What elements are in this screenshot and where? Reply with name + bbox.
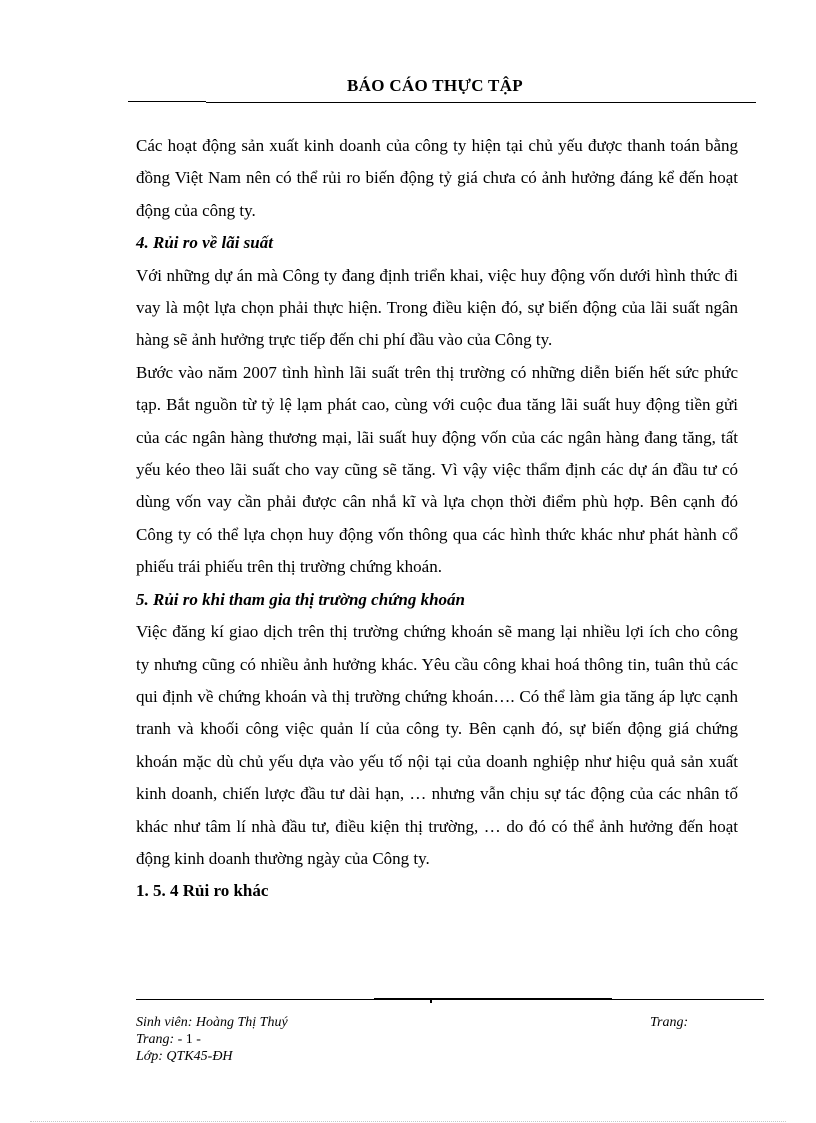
footer-rule-left [136, 999, 374, 1000]
page-bottom-dotted-border [30, 1121, 786, 1122]
footer-page-number [136, 1031, 201, 1048]
paragraph-exchange-rate-risk: Các hoạt động sản xuất kinh doanh của công ty hiện tại chủ yếu được thanh toán bằng đồng Việt Nam nên có thể rủi ro biến động tỷ giá chưa có ảnh hưởng đáng kể đến hoạt động của công ty. [136, 136, 738, 220]
header-rule [206, 102, 756, 103]
header-rule-thick [128, 101, 206, 102]
footer-page-label: Trang: [136, 1032, 175, 1047]
report-title: BÁO CÁO THỰC TẬP [347, 76, 523, 95]
heading-interest-rate-risk: 4. Rủi ro về lãi suất [136, 233, 273, 253]
footer-rule-right [612, 999, 764, 1000]
paragraph-interest-rate-2: Bước vào năm 2007 tình hình lãi suất trên thị trường có những diễn biến hết sức phức tạp. Bắt nguồn từ tỷ lệ lạm phát cao, cùng với cuộc đua tăng lãi suất huy động tiền gửi của các ngân hàng thương mại, lãi suất huy động vốn của các ngân hàng đang tăng, tất yếu kéo theo lãi suất cho vay cũng sẽ tăng. Vì vậy việc thẩm định các dự án đầu tư có dùng vốn vay cần phải được cân nhắ kĩ và lựa chọn thời điểm phù hợp. Bên cạnh đó Công ty có thể lựa chọn huy động vốn thông qua các hình thức khác như phát hành cổ phiếu trái phiếu trên thị trường chứng khoán. [136, 362, 738, 577]
footer-rule-mark [430, 1000, 432, 1003]
footer-rule-middle [374, 998, 612, 1000]
heading-other-risks: 1. 5. 4 Rủi ro khác [136, 881, 269, 901]
footer-student-name: Sinh viên: Hoàng Thị Thuý [136, 1015, 288, 1030]
document-body [136, 130, 738, 908]
paragraph-stock-market: Việc đăng kí giao dịch trên thị trường chứng khoán sẽ mang lại nhiều lợi ích cho công ty nhưng cũng có nhiều ảnh hưởng khác. Yêu cầu công khai hoá thông tin, tuân thủ các qui định về chứng khoán và thị trường chứng khoán…. Có thể làm gia tăng áp lực cạnh tranh và khoối công việc quản lí của công ty. Bên cạnh đó, sự biến động giá chứng khoán mặc dù chủ yếu dựa vào yếu tố nội tại của doanh nghiệp như hiệu quả sản xuất kinh doanh, chiến lược đầu tư dài hạn, … nhưng vẫn chịu sự tác động của các nhân tố khác như tâm lí nhà đầu tư, điều kiện thị trường, … do đó có thể ảnh hưởng đến hoạt động kinh doanh thường ngày của Công ty. [136, 622, 738, 868]
paragraph-interest-rate-1: Với những dự án mà Công ty đang định triển khai, việc huy động vốn dưới hình thức đi vay là một lựa chọn phải thực hiện. Trong điều kiện đó, sự biến động của lãi suất ngân hàng sẽ ảnh hưởng trực tiếp đến chi phí đầu vào của Công ty. [136, 265, 738, 350]
heading-stock-market-risk: 5. Rủi ro khi tham gia thị trường chứng khoán [136, 589, 465, 609]
footer-class: Lớp: QTK45-ĐH [136, 1049, 233, 1064]
footer-page-label-right: Trang: [650, 1015, 689, 1030]
footer-page-value: - 1 - [174, 1032, 201, 1047]
